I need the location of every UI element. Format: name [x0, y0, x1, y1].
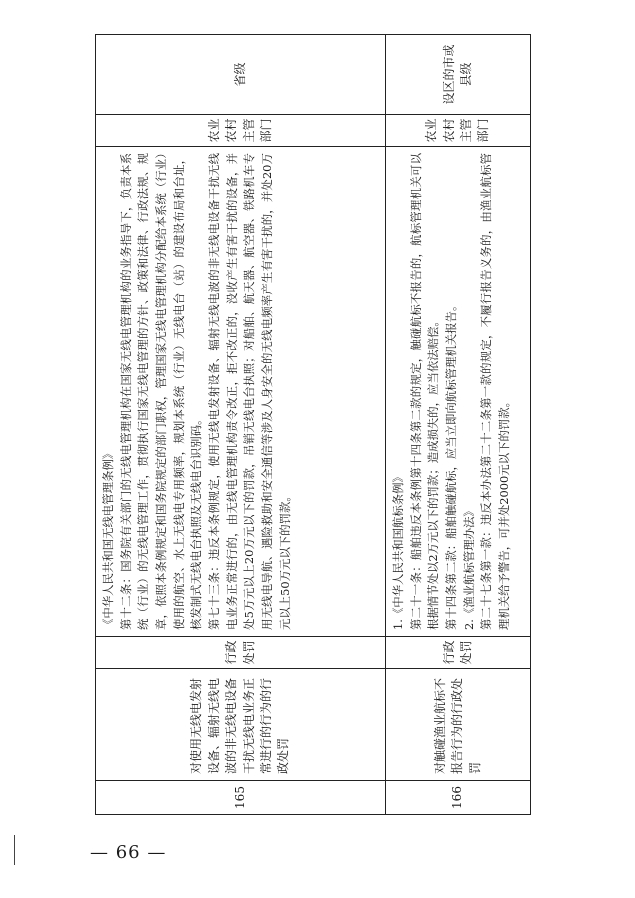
jurisdiction-level: 设区的市或县级: [386, 35, 531, 115]
basis-line: 第二十七条第一款：违反本办法第二十二条第一款的规定，不履行报告义务的，由渔业航标管理机关给予警告，可并处2000元以下的罚款。: [479, 153, 512, 630]
item-name: 对触碰渔业航标不报告行为的行政处罚: [386, 669, 531, 781]
penalty-table: [95, 34, 531, 815]
responsible-department: 农业农村主管部门: [96, 115, 386, 147]
basis-line: 第二十一条：船舶违反本条例第十四条第二款的规定，触碰航标不报告的，航标管理机关可以根据情节处以2万元以下的罚款；造成损失的，应当依法赔偿。: [408, 153, 441, 630]
basis-line: 2.《渔业航标管理办法》: [461, 505, 476, 630]
row-number: 165: [96, 781, 386, 815]
basis-line: 第十二条：国务院有关部门的无线电管理机构在国家无线电管理机构的业务指导下，负责本系统（行业）的无线电管理工作，贯彻执行国家无线电管理的方针、政策和法律、行政法规、规章，依照本条例规定和国务院规定的部门职权，管理国家无线电管理机构分配给本系统（行业）使用的航空、水上无线电专用频率，规划本系统（行业）无线电台（站）的建设布局和台址，核发制式无线电台执照及无线电台识别码。: [118, 153, 204, 630]
penalty-table-rotated: [95, 35, 530, 815]
jurisdiction-level: 省级: [96, 35, 386, 115]
penalty-type: 行政处罚: [96, 637, 386, 669]
table-row: [386, 35, 531, 815]
basis-line: 1.《中华人民共和国航标条例》: [391, 471, 405, 630]
page-number: — 66 —: [90, 842, 167, 863]
legal-basis: [96, 147, 386, 637]
item-name: 对使用无线电发射设备、辐射无线电波的非无线电设备干扰无线电业务正常进行的行为的行政处罚: [96, 669, 386, 781]
table-row: [96, 35, 386, 815]
basis-line: 《中华人民共和国无线电管理条例》: [101, 447, 115, 630]
basis-line: 第十四条第二款：船舶触碰航标，应当立即向航标管理机关报告。: [444, 299, 459, 630]
responsible-department: 农业农村主管部门: [386, 115, 531, 147]
legal-basis: [386, 147, 531, 637]
row-number: 166: [386, 781, 531, 815]
basis-line: 第七十三条：违反本条例规定，使用无线电发射设备、辐射无线电波的非无线电设备干扰无线电业务正常进行的，由无线电管理机构责令改正，拒不改正的，没收产生有害干扰的设备，并处5万元以上20万元以下的罚款，吊销无线电台执照；对船舶、航天器、航空器、铁路机车专用无线电导航、遇险救助和安全通信等涉及人身安全的无线电频率产生有害干扰的，并处20万元以上50万元以下的罚款。: [207, 153, 292, 630]
penalty-type: 行政处罚: [386, 637, 531, 669]
margin-mark: [14, 835, 15, 865]
